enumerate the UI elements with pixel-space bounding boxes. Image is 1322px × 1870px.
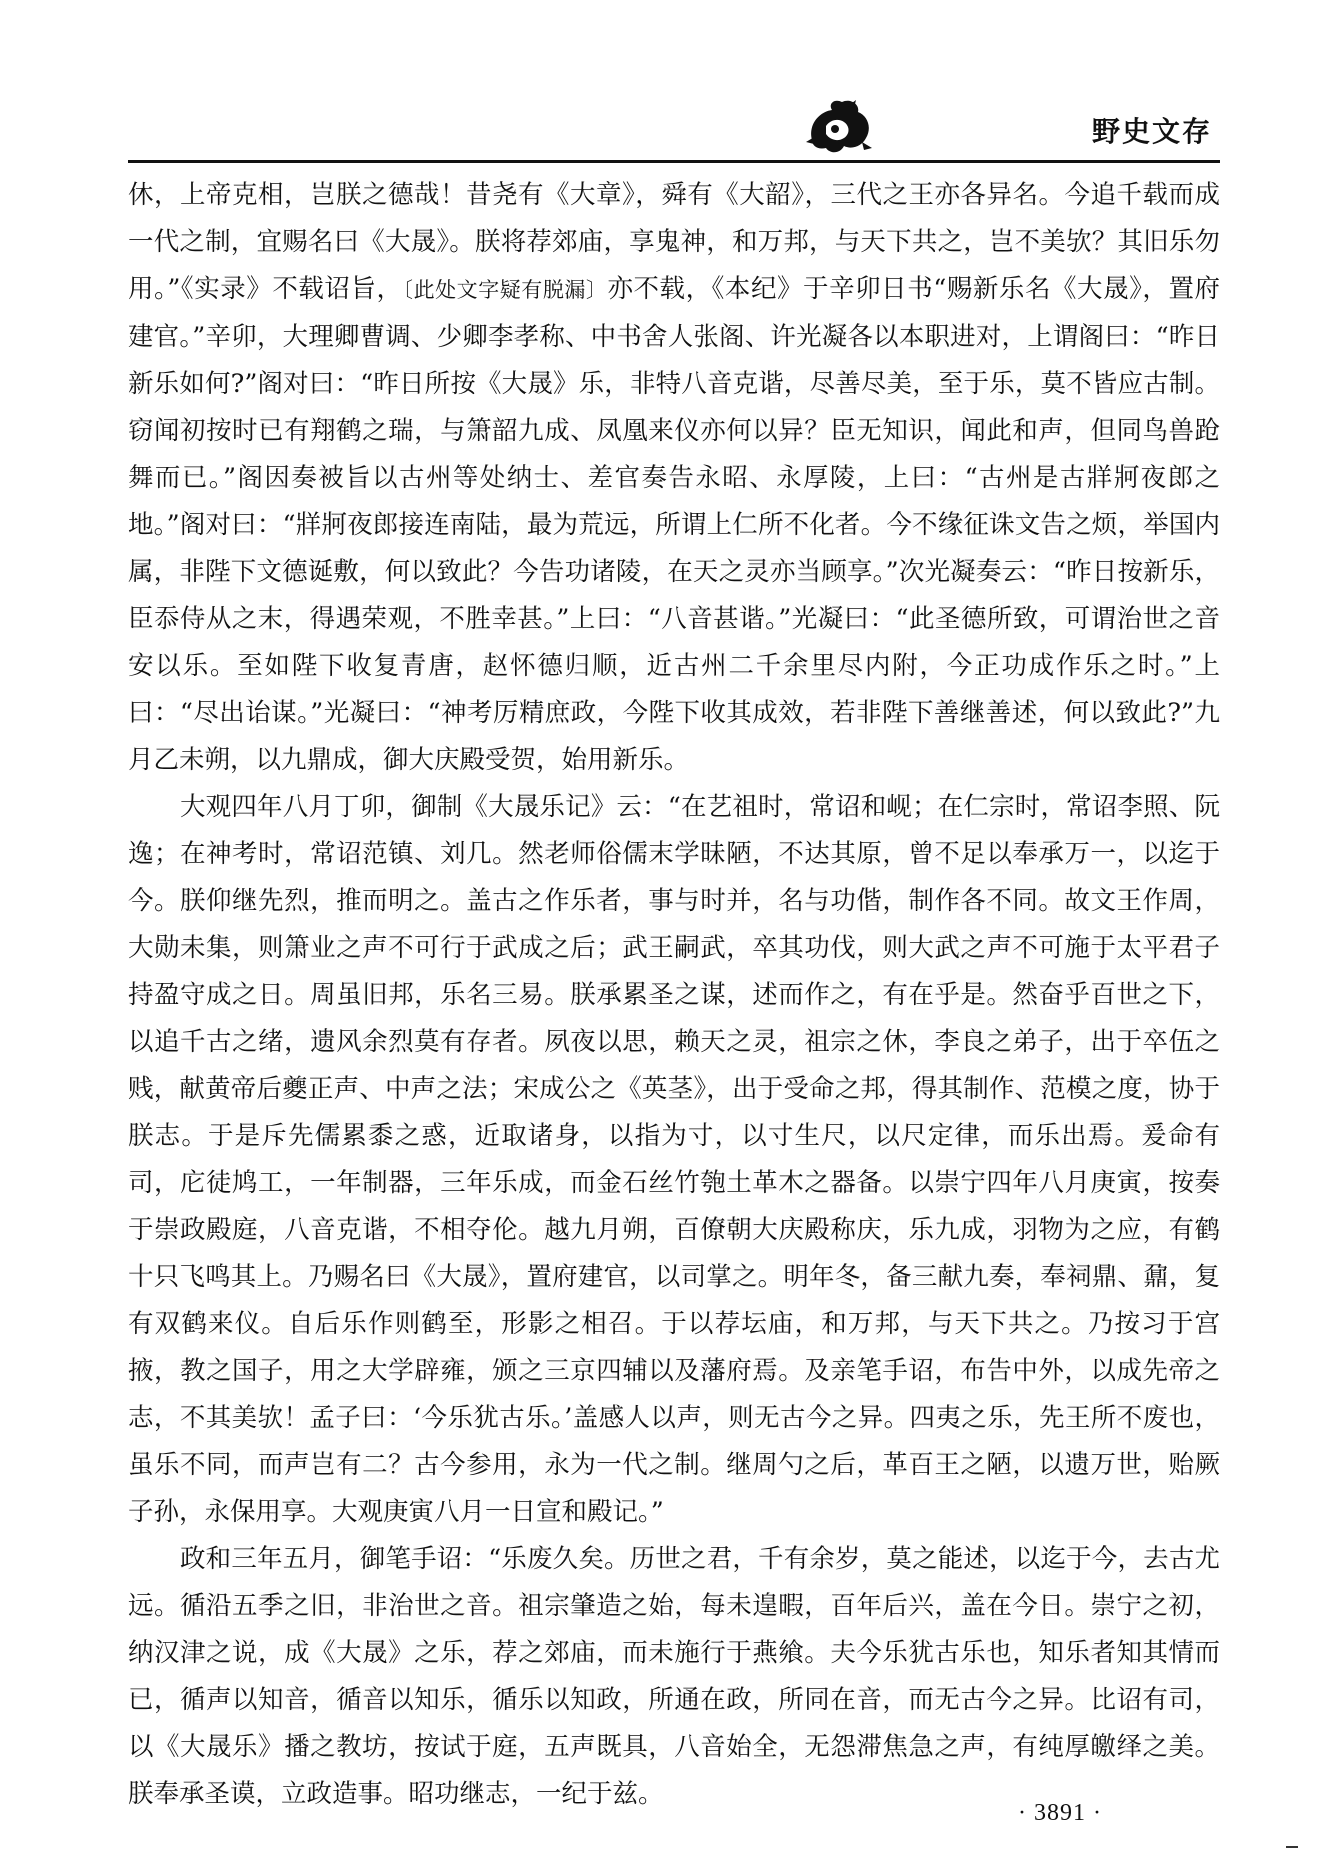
paragraph-text: 亦不载，《本纪》于辛卯日书“赐新乐名《大晟》，置府建官。”辛卯，大理卿曹调、少卿李孝称、中书舍人张阁、许光凝各以本职进对，上谓阁曰：“昨日新乐如何?”阁对曰：“昨日所按《大晟》乐，非特八音克谐，尽善尽美，至于乐，莫不皆应古制。窃闻初按时已有翔鹤之瑞，与箫韶九成、凤凰来仪亦何以异？臣无知识，闻此和声，但同鸟兽跄舞而已。”阁因奏被旨以古州等处纳士、差官奏告永昭、永厚陵，上曰：“古州是古牂牁夜郎之地。”阁对曰：“牂牁夜郎接连南陆，最为荒远，所谓上仁所不化者。今不缘征诛文告之烦，举国内属，非陛下文德诞敷，何以致此？今告功诸陵，在天之灵亦当顾享。”次光凝奏云：“昨日按新乐，臣忝侍从之末，得遇荣观，不胜幸甚。”上曰：“八音甚谐。”光凝曰：“此圣德所致，可谓治世之音安以乐。至如陛下收复青唐，赵怀德归顺，近古州二千余里尽内附，今正功成作乐之时。”上曰：“尽出诒谋。”光凝曰：“神考厉精庶政，今陛下收其成效，若非陛下善继善述，何以致此?”九月乙未朔，以九鼎成，御大庆殿受贺，始用新乐。 [128,274,1221,775]
paragraph [128,784,1220,1536]
paragraph-text: 休，上帝克相，岂朕之德哉！昔尧有《大章》，舜有《大韶》，三代之王亦各异名。今追千载而成一代之制，宜赐名曰《大晟》。朕将荐郊庙，享鬼神，和万邦，与天下共之，岂不美欤？其旧乐勿用。”《实录》不载诏旨， [128,180,1220,304]
page-number: · 3891 · [1018,1800,1102,1826]
series-title: 野史文存 [1091,115,1212,148]
scan-mark [1286,1846,1298,1848]
dragon-emblem-icon [804,96,876,158]
paragraph-text: 大观四年八月丁卯，御制《大晟乐记》云：“在艺祖时，常诏和岘；在仁宗时，常诏李照、阮逸；在神考时，常诏范镇、刘几。然老师俗儒末学昧陋，不达其原，曾不足以奉承万一，以迄于今。朕仰继先烈，推而明之。盖古之作乐者，事与时并，名与功偕，制作各不同。故文王作周，大勋未集，则箫业之声不可行于武成之后；武王嗣武，卒其功伐，则大武之声不可施于太平君子持盈守成之日。周虽旧邦，乐名三易。朕承累圣之谋，述而作之，有在乎是。然奋乎百世之下，以追千古之绪，遗风余烈莫有存者。夙夜以思，赖天之灵，祖宗之休，李良之弟子，出于卒伍之贱，献黄帝后夔正声、中声之法；宋成公之《英茎》，出于受命之邦，得其制作、范模之度，协于朕志。于是斥先儒累黍之惑，近取诸身，以指为寸，以寸生尺，以尺定律，而乐出焉。爰命有司，庀徒鸠工，一年制器，三年乐成，而金石丝竹匏土革木之器备。以崇宁四年八月庚寅，按奏于崇政殿庭，八音克谐，不相夺伦。越九月朔，百僚朝大庆殿称庆，乐九成，羽物为之应，有鹤十只飞鸣其上。乃赐名曰《大晟》，置府建官，以司掌之。明年冬，备三献九奏，奉祠鼎、鼐，复有双鹤来仪。自后乐作则鹤至，形影之相召。于以荐坛庙，和万邦，与天下共之。乃按习于宫掖，教之国子，用之大学辟雍，颁之三京四辅以及藩府焉。及亲笔手诏，布告中外，以成先帝之志，不其美欤！孟子曰：‘今乐犹古乐。’盖感人以声，则无古今之异。四夷之乐，先王所不废也，虽乐不同，而声岂有二？古今参用，永为一代之制。继周勺之后，革百王之陋，以遗万世，贻厥子孙，永保用享。大观庚寅八月一日宣和殿记。” [128,792,1220,1527]
paragraph-text: 政和三年五月，御笔手诏：“乐废久矣。历世之君，千有余岁，莫之能述，以迄于今，去古尤远。循沿五季之旧，非治世之音。祖宗肇造之始，每未遑暇，百年后兴，盖在今日。崇宁之初，纳汉津之说，成《大晟》之乐，荐之郊庙，而未施行于燕飨。夫今乐犹古乐也，知乐者知其情而已，循声以知音，循音以知乐，循乐以知政，所通在政，所同在音，而无古今之异。比诏有司，以《大晟乐》播之教坊，按试于庭，五声既具，八音始全，无怨滞焦急之声，有纯厚皦绎之美。朕奉承圣谟，立政造事。昭功继志，一纪于兹。 [128,1544,1220,1809]
paragraph [128,172,1220,784]
paragraph [128,1536,1220,1818]
editorial-note: 〔此处文字疑有脱漏〕 [402,278,608,302]
running-header [128,88,1220,163]
body-text [128,172,1220,1818]
